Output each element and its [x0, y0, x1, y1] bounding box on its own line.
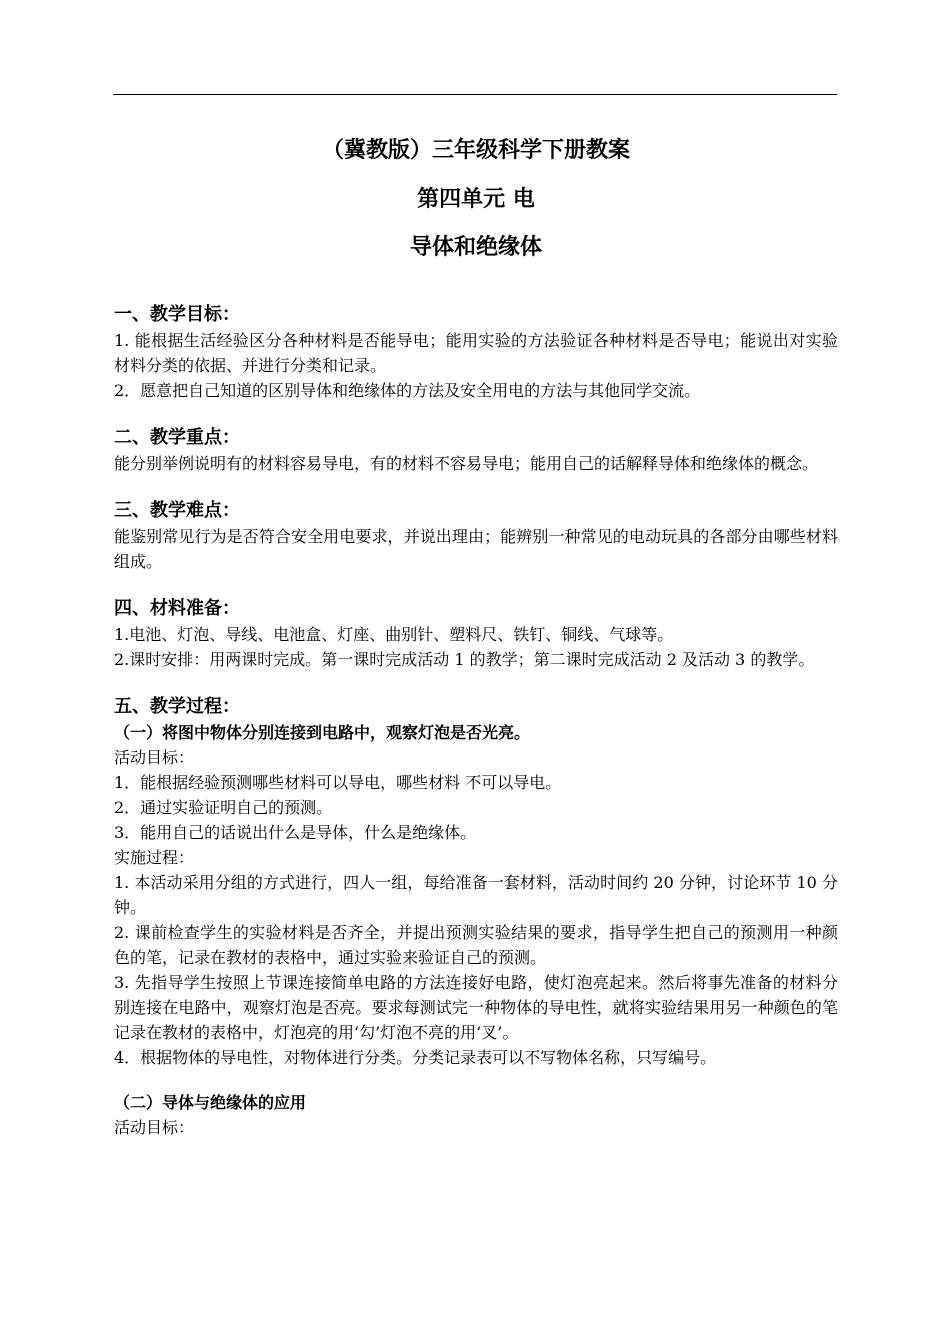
- activity-1-goal: 1．能根据经验预测哪些材料可以导电，哪些材料 不可以导电。: [114, 773, 562, 792]
- unit-title: 第四单元 电: [417, 187, 535, 212]
- section-heading-materials: 四、材料准备：: [114, 598, 240, 619]
- activity-2-heading: （二）导体与绝缘体的应用: [114, 1093, 307, 1112]
- materials-item: 2.课时安排：用两课时完成。第一课时完成活动 1 的教学；第二课时完成活动 2 及活动 3 的教学。: [114, 650, 815, 669]
- spacer: [114, 1070, 838, 1090]
- header-rule: [113, 94, 837, 95]
- activity-1-step: 2. 课前检查学生的实验材料是否齐全，并提出预测实验结果的要求，指导学生把自己的预测用一种颜色的笔，记录在教材的表格中，通过实验来验证自己的预测。: [114, 923, 838, 967]
- document-title: （冀教版）三年级科学下册教案: [321, 138, 630, 163]
- document-page: [114, 128, 838, 1140]
- activity-1-step: 3. 先指导学生按照上节课连接简单电路的方法连接好电路，使灯泡亮起来。然后将事先准备的材料分别连接在电路中，观察灯泡是否亮。要求每测试完一种物体的导电性，就将实验结果用另一种颜色的笔记录在教材的表格中，灯泡亮的用‘勾’灯泡不亮的用‘叉’。: [114, 973, 838, 1042]
- lesson-title: 导体和绝缘体: [409, 235, 542, 260]
- activity-2-goal-label: 活动目标：: [114, 1118, 195, 1137]
- spacer: [114, 476, 838, 498]
- key-item: 能分别举例说明有的材料容易导电，有的材料不容易导电；能用自己的话解释导体和绝缘体的概念。: [114, 454, 819, 473]
- goals-item: 2．愿意把自己知道的区别导体和绝缘体的方法及安全用电的方法与其他同学交流。: [114, 381, 701, 400]
- section-heading-process: 五、教学过程：: [114, 696, 240, 717]
- activity-1-goal: 3．能用自己的话说出什么是导体，什么是绝缘体。: [114, 823, 477, 842]
- activity-1-step: 1. 本活动采用分组的方式进行，四人一组，每给准备一套材料，活动时间约 20 分钟，讨论环节 10 分钟。: [114, 873, 838, 917]
- activity-1-step: 4．根据物体的导电性，对物体进行分类。分类记录表可以不写物体名称，只写编号。: [114, 1048, 717, 1067]
- spacer: [114, 574, 838, 596]
- section-heading-goals: 一、教学目标：: [114, 304, 240, 325]
- section-heading-key: 二、教学重点：: [114, 427, 240, 448]
- activity-1-steps-label: 实施过程：: [114, 848, 195, 867]
- difficulty-item: 能鉴别常见行为是否符合安全用电要求，并说出理由；能辨别一种常见的电动玩具的各部分由哪些材料组成。: [114, 527, 838, 571]
- spacer: [114, 403, 838, 425]
- goals-item: 1. 能根据生活经验区分各种材料是否能导电；能用实验的方法验证各种材料是否导电；能说出对实验材料分类的依据、并进行分类和记录。: [114, 331, 838, 375]
- activity-1-goal-label: 活动目标：: [114, 748, 195, 767]
- activity-1-goal: 2．通过实验证明自己的预测。: [114, 798, 333, 817]
- section-heading-difficulty: 三、教学难点：: [114, 500, 240, 521]
- spacer: [114, 270, 838, 302]
- activity-1-heading: （一）将图中物体分别连接到电路中，观察灯泡是否光亮。: [114, 723, 531, 742]
- spacer: [114, 672, 838, 694]
- materials-item: 1.电池、灯泡、导线、电池盒、灯座、曲别针、塑料尺、铁钉、铜线、气球等。: [114, 625, 674, 644]
